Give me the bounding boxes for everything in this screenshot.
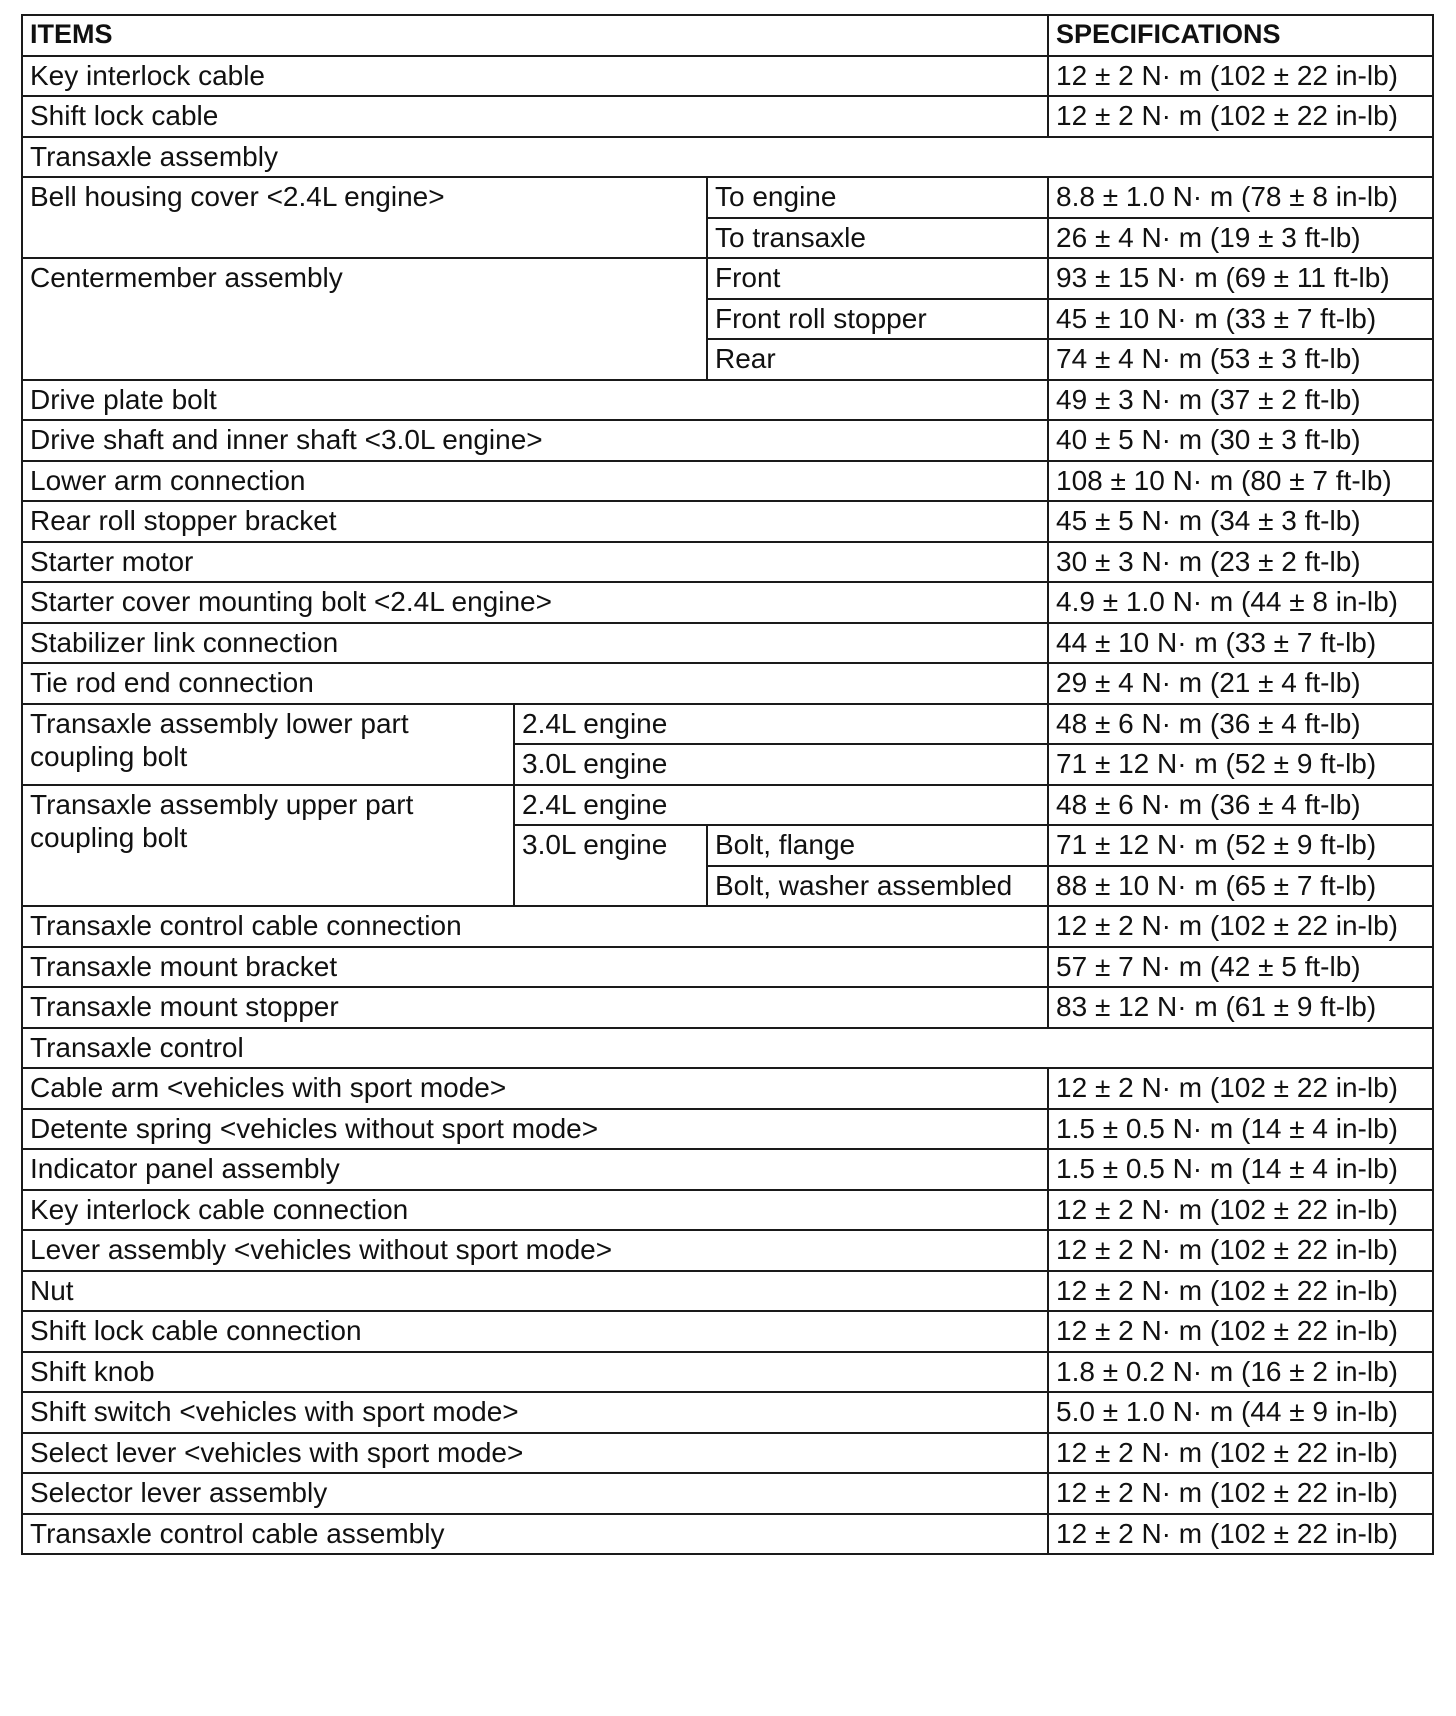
table-row: [22, 582, 1433, 623]
spec-cell: 44 ± 10 N· m (33 ± 7 ft-lb): [1048, 623, 1433, 664]
spec-cell: 74 ± 4 N· m (53 ± 3 ft-lb): [1048, 339, 1433, 380]
spec-cell: 71 ± 12 N· m (52 ± 9 ft-lb): [1048, 744, 1433, 785]
item-cell: Transaxle control cable assembly: [22, 1514, 1048, 1555]
spec-cell: 88 ± 10 N· m (65 ± 7 ft-lb): [1048, 866, 1433, 907]
item-cell: Stabilizer link connection: [22, 623, 1048, 664]
item-cell: Shift knob: [22, 1352, 1048, 1393]
spec-cell: 12 ± 2 N· m (102 ± 22 in-lb): [1048, 1311, 1433, 1352]
table-row: [22, 420, 1433, 461]
spec-cell: 12 ± 2 N· m (102 ± 22 in-lb): [1048, 906, 1433, 947]
item-cell: Select lever <vehicles with sport mode>: [22, 1433, 1048, 1474]
table-row: [22, 1433, 1433, 1474]
spec-cell: 12 ± 2 N· m (102 ± 22 in-lb): [1048, 96, 1433, 137]
section-heading: Transaxle control: [22, 1028, 1433, 1069]
spec-cell: 108 ± 10 N· m (80 ± 7 ft-lb): [1048, 461, 1433, 502]
item-cell: Drive plate bolt: [22, 380, 1048, 421]
engine-cell: 3.0L engine: [514, 744, 1048, 785]
spec-cell: 12 ± 2 N· m (102 ± 22 in-lb): [1048, 1068, 1433, 1109]
sub-item-cell: To transaxle: [707, 218, 1048, 259]
spec-cell: 8.8 ± 1.0 N· m (78 ± 8 in-lb): [1048, 177, 1433, 218]
section-heading: Transaxle assembly: [22, 137, 1433, 178]
spec-cell: 93 ± 15 N· m (69 ± 11 ft-lb): [1048, 258, 1433, 299]
table-row: [22, 1068, 1433, 1109]
spec-cell: 45 ± 10 N· m (33 ± 7 ft-lb): [1048, 299, 1433, 340]
table-row: [22, 1109, 1433, 1150]
item-cell: Key interlock cable: [22, 56, 1048, 97]
table-row: [22, 1271, 1433, 1312]
item-cell: Centermember assembly: [22, 258, 707, 380]
sub-item-cell: Bolt, washer assembled: [707, 866, 1048, 907]
spec-cell: 40 ± 5 N· m (30 ± 3 ft-lb): [1048, 420, 1433, 461]
item-cell: Key interlock cable connection: [22, 1190, 1048, 1231]
item-cell: Detente spring <vehicles without sport mode>: [22, 1109, 1048, 1150]
table-row: [22, 663, 1433, 704]
sub-item-cell: Bolt, flange: [707, 825, 1048, 866]
spec-cell: 30 ± 3 N· m (23 ± 2 ft-lb): [1048, 542, 1433, 583]
table-row: [22, 542, 1433, 583]
table-row: [22, 623, 1433, 664]
spec-cell: 29 ± 4 N· m (21 ± 4 ft-lb): [1048, 663, 1433, 704]
item-cell: Shift lock cable connection: [22, 1311, 1048, 1352]
item-cell: Rear roll stopper bracket: [22, 501, 1048, 542]
item-cell: Tie rod end connection: [22, 663, 1048, 704]
table-row: [22, 785, 1433, 826]
spec-cell: 48 ± 6 N· m (36 ± 4 ft-lb): [1048, 704, 1433, 745]
table-row: [22, 1352, 1433, 1393]
spec-cell: 49 ± 3 N· m (37 ± 2 ft-lb): [1048, 380, 1433, 421]
item-cell: Starter cover mounting bolt <2.4L engine>: [22, 582, 1048, 623]
engine-cell: 2.4L engine: [514, 704, 1048, 745]
spec-cell: 5.0 ± 1.0 N· m (44 ± 9 in-lb): [1048, 1392, 1433, 1433]
spec-cell: 12 ± 2 N· m (102 ± 22 in-lb): [1048, 1190, 1433, 1231]
spec-cell: 12 ± 2 N· m (102 ± 22 in-lb): [1048, 1473, 1433, 1514]
spec-cell: 26 ± 4 N· m (19 ± 3 ft-lb): [1048, 218, 1433, 259]
item-cell: Cable arm <vehicles with sport mode>: [22, 1068, 1048, 1109]
item-cell: Selector lever assembly: [22, 1473, 1048, 1514]
item-cell: Lower arm connection: [22, 461, 1048, 502]
table-row: [22, 461, 1433, 502]
table-row: [22, 258, 1433, 299]
item-cell: Lever assembly <vehicles without sport mode>: [22, 1230, 1048, 1271]
table-row: [22, 906, 1433, 947]
table-row: [22, 56, 1433, 97]
item-cell: Transaxle mount bracket: [22, 947, 1048, 988]
table-row: [22, 1230, 1433, 1271]
section-row: [22, 1028, 1433, 1069]
spec-cell: 4.9 ± 1.0 N· m (44 ± 8 in-lb): [1048, 582, 1433, 623]
spec-cell: 48 ± 6 N· m (36 ± 4 ft-lb): [1048, 785, 1433, 826]
sub-item-cell: To engine: [707, 177, 1048, 218]
specifications-column-header: SPECIFICATIONS: [1048, 15, 1433, 56]
torque-spec-table: [21, 14, 1434, 1555]
item-cell: Shift lock cable: [22, 96, 1048, 137]
spec-cell: 12 ± 2 N· m (102 ± 22 in-lb): [1048, 1433, 1433, 1474]
item-cell: Transaxle assembly lower part coupling bolt: [22, 704, 514, 785]
table-row: [22, 987, 1433, 1028]
spec-cell: 12 ± 2 N· m (102 ± 22 in-lb): [1048, 56, 1433, 97]
table-row: [22, 947, 1433, 988]
item-cell: Starter motor: [22, 542, 1048, 583]
sub-item-cell: Front roll stopper: [707, 299, 1048, 340]
spec-cell: 83 ± 12 N· m (61 ± 9 ft-lb): [1048, 987, 1433, 1028]
spec-cell: 12 ± 2 N· m (102 ± 22 in-lb): [1048, 1230, 1433, 1271]
item-cell: Nut: [22, 1271, 1048, 1312]
header-row: [22, 15, 1433, 56]
engine-cell: 2.4L engine: [514, 785, 1048, 826]
spec-cell: 12 ± 2 N· m (102 ± 22 in-lb): [1048, 1514, 1433, 1555]
sub-item-cell: Front: [707, 258, 1048, 299]
table-row: [22, 96, 1433, 137]
spec-cell: 1.5 ± 0.5 N· m (14 ± 4 in-lb): [1048, 1149, 1433, 1190]
table-row: [22, 380, 1433, 421]
section-row: [22, 137, 1433, 178]
spec-cell: 45 ± 5 N· m (34 ± 3 ft-lb): [1048, 501, 1433, 542]
spec-cell: 57 ± 7 N· m (42 ± 5 ft-lb): [1048, 947, 1433, 988]
item-cell: Shift switch <vehicles with sport mode>: [22, 1392, 1048, 1433]
item-cell: Indicator panel assembly: [22, 1149, 1048, 1190]
engine-cell: 3.0L engine: [514, 825, 707, 906]
table-row: [22, 1190, 1433, 1231]
table-row: [22, 1149, 1433, 1190]
item-cell: Drive shaft and inner shaft <3.0L engine>: [22, 420, 1048, 461]
sub-item-cell: Rear: [707, 339, 1048, 380]
table-row: [22, 177, 1433, 218]
table-row: [22, 501, 1433, 542]
table-row: [22, 1392, 1433, 1433]
table-row: [22, 1311, 1433, 1352]
table-row: [22, 1473, 1433, 1514]
item-cell: Transaxle mount stopper: [22, 987, 1048, 1028]
table-row: [22, 704, 1433, 745]
table-row: [22, 1514, 1433, 1555]
spec-cell: 71 ± 12 N· m (52 ± 9 ft-lb): [1048, 825, 1433, 866]
spec-cell: 1.8 ± 0.2 N· m (16 ± 2 in-lb): [1048, 1352, 1433, 1393]
spec-cell: 1.5 ± 0.5 N· m (14 ± 4 in-lb): [1048, 1109, 1433, 1150]
spec-cell: 12 ± 2 N· m (102 ± 22 in-lb): [1048, 1271, 1433, 1312]
item-cell: Transaxle assembly upper part coupling bolt: [22, 785, 514, 907]
items-column-header: ITEMS: [22, 15, 1048, 56]
item-cell: Bell housing cover <2.4L engine>: [22, 177, 707, 258]
item-cell: Transaxle control cable connection: [22, 906, 1048, 947]
